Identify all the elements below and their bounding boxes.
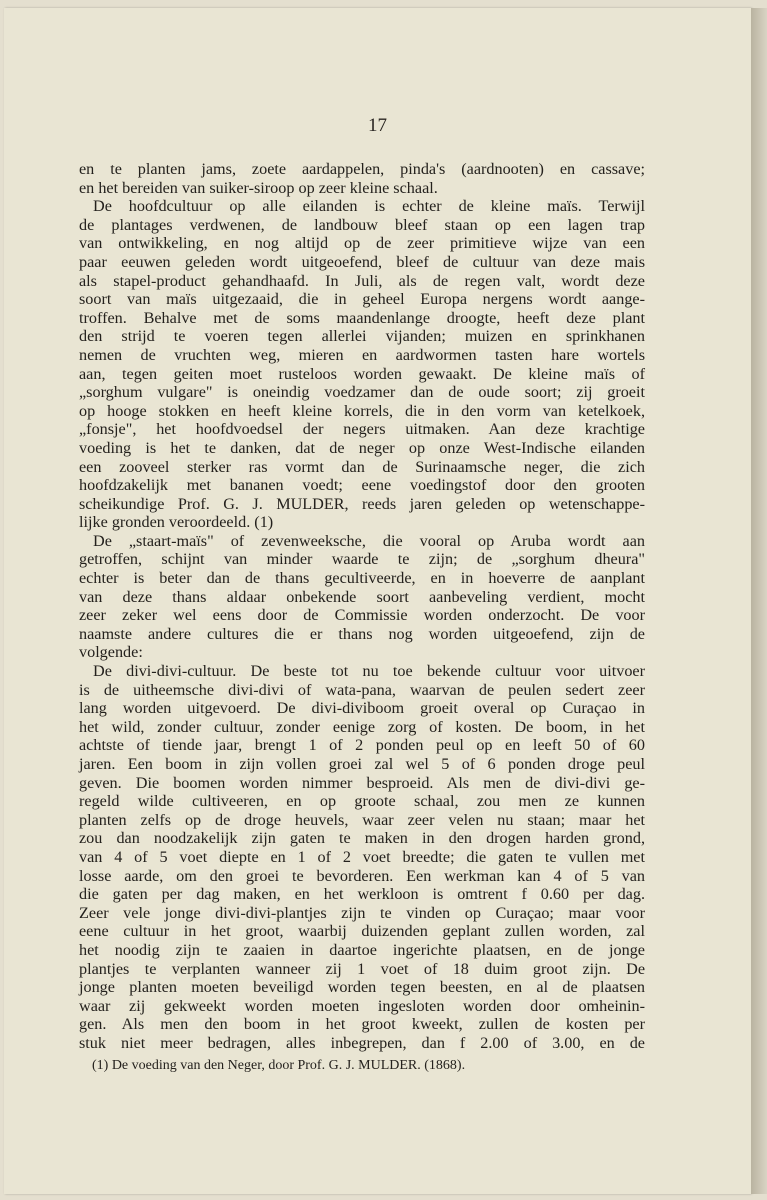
- text-line: echter is beter dan de thans gecultiveerde, en in hoeverre de aanplant: [79, 569, 645, 588]
- book-page: [4, 8, 751, 1194]
- text-line: achtste of tiende jaar, brengt 1 of 2 ponden peul op en leeft 50 of 60: [79, 736, 645, 755]
- body-text: [79, 160, 645, 1071]
- text-line: Zeer vele jonge divi-divi-plantjes zijn te vinden op Curaçao; maar voor: [79, 903, 645, 922]
- text-line: geven. Die boomen worden nimmer besproeid. Als men de divi-divi ge-: [79, 773, 645, 792]
- text-line: naamste andere cultures die er thans nog worden uitgeoefend, zijn de: [79, 624, 645, 643]
- text-line: gen. Als men den boom in het groot kweekt, zullen de kosten per: [79, 1015, 645, 1034]
- text-line: volgende:: [79, 643, 143, 662]
- text-line: hoofdzakelijk met bananen voedt; eene voedingstof door den grooten: [79, 476, 645, 495]
- text-line: De divi-divi-cultuur. De beste tot nu toe bekende cultuur voor uitvoer: [93, 662, 645, 681]
- text-line: het noodig zijn te zaaien in daartoe ingerichte plaatsen, en de jonge: [79, 940, 645, 959]
- text-line: De „staart-maïs" of zevenweeksche, die vooral op Aruba wordt aan: [93, 531, 645, 550]
- text-line: en het bereiden van suiker-siroop op zeer kleine schaal.: [79, 178, 438, 197]
- text-line: lijke gronden veroordeeld. (1): [79, 513, 274, 532]
- text-line: lang worden uitgevoerd. De divi-diviboom groeit overal op Curaçao in: [79, 699, 645, 718]
- text-line: aan, tegen geiten moet rusteloos worden gewaakt. De kleine maïs of: [79, 364, 645, 383]
- text-line: en te planten jams, zoete aardappelen, pinda's (aardnooten) en cassave;: [79, 160, 645, 178]
- text-line: zou dan noodzakelijk zijn gaten te maken in den drogen harden grond,: [79, 829, 645, 848]
- text-line: stuk niet meer bedragen, alles inbegrepen, dan f 2.00 of 3.00, en de: [79, 1033, 645, 1052]
- text-line: plantjes te verplanten wanneer zij 1 voet of 18 duim groot zijn. De: [79, 959, 645, 978]
- text-line: zeer zeker wel eens door de Commissie worden onderzocht. De voor: [79, 606, 645, 625]
- text-line: De hoofdcultuur op alle eilanden is echter de kleine maïs. Terwijl: [93, 197, 645, 216]
- text-line: soort van maïs uitgezaaid, die in geheel Europa nergens wordt aange-: [79, 290, 645, 309]
- text-line: getroffen, schijnt van minder waarde te zijn; de „sorghum dheura": [79, 550, 645, 569]
- text-line: „sorghum vulgare" is oneindig voedzamer dan de oude soort; zij groeit: [79, 383, 645, 402]
- text-line: nemen de vruchten weg, mieren en aardwormen tasten hare wortels: [79, 345, 645, 364]
- text-line: die gaten per dag maken, en het werkloon is omtrent f 0.60 per dag.: [79, 885, 645, 904]
- text-line: regeld wilde cultiveeren, en op groote schaal, zou men ze kunnen: [79, 792, 645, 811]
- text-line: een zooveel sterker ras vormt dan de Surinaamsche neger, die zich: [79, 457, 645, 476]
- text-line: scheikundige Prof. G. J. MULDER, reeds jaren geleden op wetenschappe-: [79, 494, 645, 513]
- text-line: van ontwikkeling, en nog altijd op de zeer primitieve wijze van een: [79, 234, 645, 253]
- text-line: voeding is het te danken, dat de neger op onze West-Indische eilanden: [79, 438, 645, 457]
- text-line: jonge planten moeten beveiligd worden tegen beesten, en al de plaatsen: [79, 978, 645, 997]
- text-line: waar zij gekweekt worden moeten ingesloten worden door omheinin-: [79, 996, 645, 1015]
- text-line: jaren. Een boom in zijn vollen groei zal wel 5 of 6 ponden droge peul: [79, 755, 645, 773]
- page-edge: [751, 8, 767, 1194]
- text-line: losse aarde, om den groei te bevorderen. Een werkman kan 4 of 5 van: [79, 866, 645, 885]
- text-line: van 4 of 5 voet diepte en 1 of 2 voet breedte; die gaten te vullen met: [79, 847, 645, 866]
- text-line: op hooge stokken en heeft kleine korrels, die in den vorm van ketelkoek,: [79, 401, 645, 420]
- text-line: de plantages verdwenen, de landbouw bleef staan op een lagen trap: [79, 215, 645, 234]
- text-line: planten zelfs op de droge heuvels, waar zeer velen nu staan; maar het: [79, 810, 645, 829]
- page-number: 17: [368, 115, 387, 136]
- text-line: den strijd te voeren tegen allerlei vijanden; muizen en sprinkhanen: [79, 327, 645, 346]
- text-line: het wild, zonder cultuur, zonder eenige zorg of kosten. De boom, in het: [79, 717, 645, 736]
- text-line: van deze thans aldaar onbekende soort aanbeveling verdient, mocht: [79, 587, 645, 606]
- text-line: paar eeuwen geleden wordt uitgeoefend, bleef de cultuur van deze mais: [79, 252, 645, 271]
- footnote: (1) De voeding van den Neger, door Prof. G. J. MULDER. (1868).: [92, 1058, 466, 1073]
- text-line: „fonsje", het hoofdvoedsel der negers uitmaken. Aan deze krachtige: [79, 420, 645, 439]
- text-line: als stapel-product gehandhaafd. In Juli, als de regen valt, wordt deze: [79, 271, 645, 290]
- text-line: troffen. Behalve met de soms maandenlange droogte, heeft deze plant: [79, 308, 645, 327]
- text-line: eene cultuur in het groot, waarbij duizenden geplant zullen worden, zal: [79, 922, 645, 941]
- text-line: is de uitheemsche divi-divi of wata-pana, waarvan de peulen sedert zeer: [79, 680, 645, 699]
